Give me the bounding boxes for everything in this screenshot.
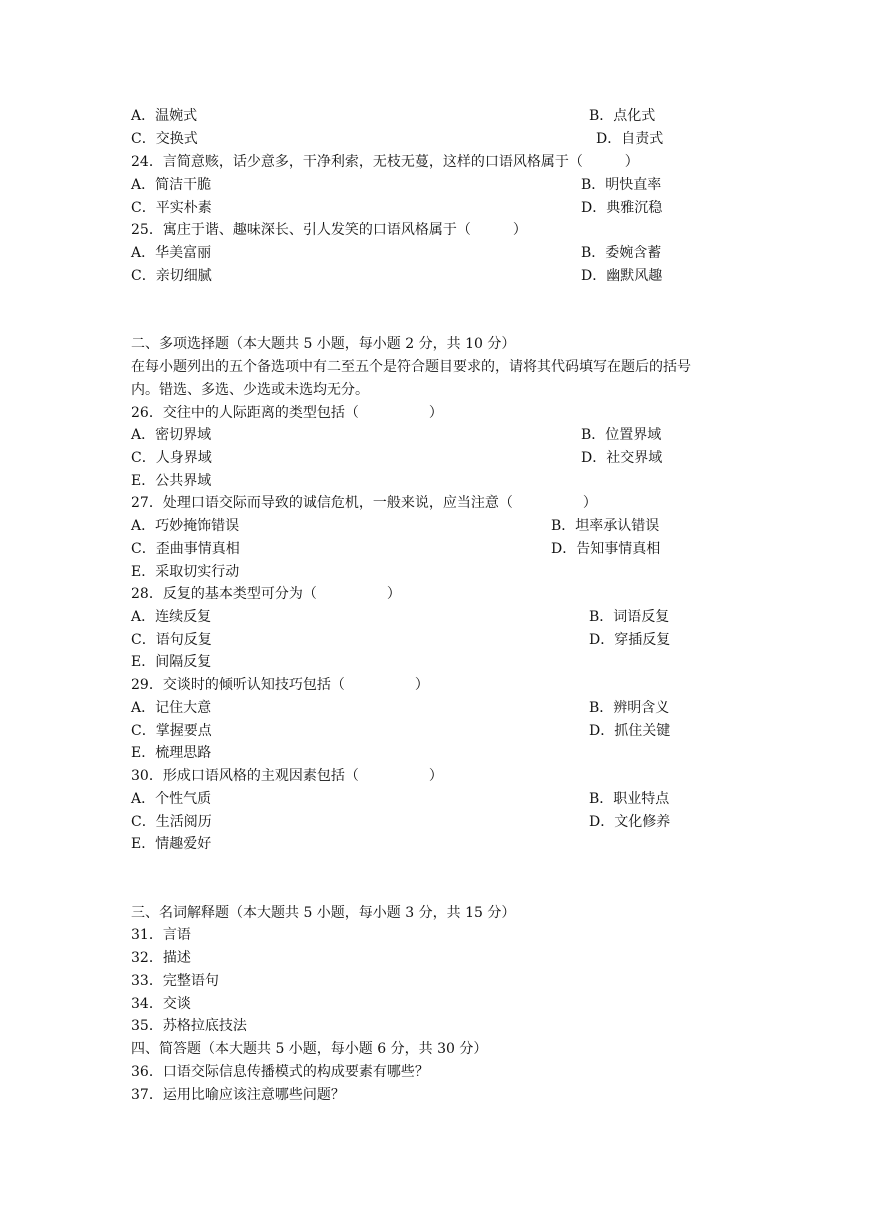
q30-option-a: A．个性气质 xyxy=(131,791,212,807)
q27-option-c: C．歪曲事情真相 xyxy=(131,541,240,557)
section2-instruction-2: 内。错选、多选、少选或未选均无分。 xyxy=(131,382,369,398)
q29-option-b: B．辨明含义 xyxy=(589,700,670,716)
q30-option-b: B．职业特点 xyxy=(589,791,670,807)
q30-option-e: E．情趣爱好 xyxy=(131,836,212,852)
q24-option-a: A．简洁干脆 xyxy=(131,177,212,193)
q25-option-b: B．委婉含蓄 xyxy=(581,245,662,261)
q28-option-a: A．连续反复 xyxy=(131,609,212,625)
q26-option-e: E．公共界域 xyxy=(131,473,212,489)
section3-heading: 三、名词解释题（本大题共 5 小题，每小题 3 分，共 15 分） xyxy=(131,905,516,921)
q23-option-c: C．交换式 xyxy=(131,131,198,147)
q26-option-a: A．密切界域 xyxy=(131,427,212,443)
q29-option-d: D．抓住关键 xyxy=(589,723,671,739)
q24-option-c: C．平实朴素 xyxy=(131,200,212,216)
q27-option-b: B．坦率承认错误 xyxy=(551,518,660,534)
q30-option-d: D．文化修养 xyxy=(589,814,671,830)
q24-option-d: D．典雅沉稳 xyxy=(581,200,663,216)
q25-stem: 25．寓庄于谐、趣味深长、引人发笑的口语风格属于（ ） xyxy=(131,222,527,238)
section2-heading: 二、多项选择题（本大题共 5 小题，每小题 2 分，共 10 分） xyxy=(131,336,516,352)
q26-option-c: C．人身界域 xyxy=(131,450,212,466)
q23-option-d: D．自责式 xyxy=(596,131,664,147)
q26-option-d: D．社交界域 xyxy=(581,450,663,466)
q26-stem: 26．交往中的人际距离的类型包括（ ） xyxy=(131,405,443,421)
q28-option-d: D．穿插反复 xyxy=(589,632,671,648)
q28-option-e: E．间隔反复 xyxy=(131,654,212,670)
q27-option-d: D．告知事情真相 xyxy=(551,541,661,557)
section2-instruction-1: 在每小题列出的五个备选项中有二至五个是符合题目要求的，请将其代码填写在题后的括号 xyxy=(131,359,691,375)
q27-option-e: E．采取切实行动 xyxy=(131,564,240,580)
section4-heading: 四、简答题（本大题共 5 小题，每小题 6 分，共 30 分） xyxy=(131,1041,488,1057)
q28-stem: 28．反复的基本类型可分为（ ） xyxy=(131,586,401,602)
q29-option-c: C．掌握要点 xyxy=(131,723,212,739)
section3-item: 31．言语 xyxy=(131,927,191,943)
q25-option-a: A．华美富丽 xyxy=(131,245,212,261)
q29-option-a: A．记住大意 xyxy=(131,700,212,716)
q28-option-c: C．语句反复 xyxy=(131,632,212,648)
q24-stem: 24．言简意赅，话少意多，干净利索，无枝无蔓，这样的口语风格属于（ ） xyxy=(131,154,639,170)
section3-item: 33．完整语句 xyxy=(131,973,219,989)
q28-option-b: B．词语反复 xyxy=(589,609,670,625)
q23-option-a: A．温婉式 xyxy=(131,108,198,124)
q30-stem: 30．形成口语风格的主观因素包括（ ） xyxy=(131,768,443,784)
section3-item: 32．描述 xyxy=(131,950,191,966)
q27-option-a: A．巧妙掩饰错误 xyxy=(131,518,240,534)
section4-item: 37．运用比喻应该注意哪些问题？ xyxy=(131,1087,345,1103)
section3-item: 35．苏格拉底技法 xyxy=(131,1018,247,1034)
q24-option-b: B．明快直率 xyxy=(581,177,662,193)
q30-option-c: C．生活阅历 xyxy=(131,814,212,830)
q25-option-c: C．亲切细腻 xyxy=(131,268,212,284)
q27-stem: 27．处理口语交际而导致的诚信危机，一般来说，应当注意（ ） xyxy=(131,495,597,511)
section4-item: 36．口语交际信息传播模式的构成要素有哪些？ xyxy=(131,1064,429,1080)
q26-option-b: B．位置界域 xyxy=(581,427,662,443)
q25-option-d: D．幽默风趣 xyxy=(581,268,663,284)
q29-option-e: E．梳理思路 xyxy=(131,745,212,761)
section3-item: 34．交谈 xyxy=(131,996,191,1012)
q23-option-b: B．点化式 xyxy=(589,108,656,124)
q29-stem: 29．交谈时的倾听认知技巧包括（ ） xyxy=(131,677,429,693)
